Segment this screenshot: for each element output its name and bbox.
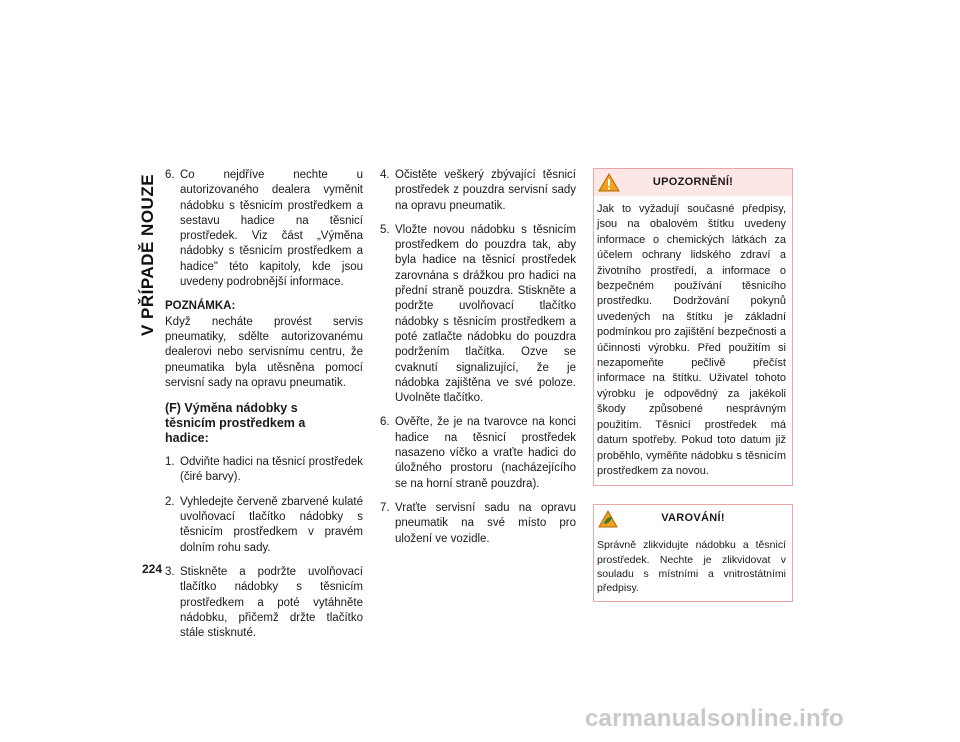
step-3 bbox=[165, 565, 363, 641]
environment-icon bbox=[598, 510, 618, 528]
caution-text: Jak to vyžadují současné předpisy, jsou na obalovém štítku uvedeny informace o chemických látkách za účelem ochrany lidského zdraví a životního prostředí, a informace o bezpečném používání těsnicího prostředku. Dodržování pokynů uvedených na štítku je základní podmínkou pro zajištění bezpečnosti a účinnosti výrobku. Před použitím si nezapomeňte pečlivě přečíst informace na štítku. Uživatel tohoto výrobku je odpovědný za jakékoli škody způsobené nesprávným použitím. Těsnicí prostředek má datum spotřeby. Pokud toto datum již proběhlo, vyměňte nádobku s těsnicím prostředkem za novou. bbox=[597, 203, 786, 477]
note-block bbox=[165, 299, 363, 391]
caution-box bbox=[593, 168, 793, 486]
caution-header bbox=[594, 169, 792, 196]
warning-triangle-icon bbox=[598, 173, 620, 192]
column-3 bbox=[593, 168, 793, 620]
step-text: Co nejdříve nechte u autorizovaného dealera vyměnit nádobku s těsnicím prostředkem a sestavu hadice na těsnicí prostředek. Viz část „Výměna nádobky s těsnicím prostředkem a hadice" této kapitoly, kde jsou uvedeny podrobnější informace. bbox=[180, 169, 363, 289]
step-6b bbox=[380, 415, 576, 491]
warning-text: Správně zlikvidujte nádobku a těsnicí prostředek. Nechte je zlikvidovat v souladu s místními a vnitrostátními předpisy. bbox=[597, 539, 786, 594]
step-text: Vyhledejte červeně zbarvené kulaté uvolňovací tlačítko nádobky s těsnicím prostředkem v pravém dolním rohu sady. bbox=[180, 495, 363, 554]
step-text: Vložte novou nádobku s těsnicím prostředkem do pouzdra tak, aby byla hadice na těsnicí prostředek zarovnána s drážkou pro hadici na přední straně pouzdra. Stiskněte a podržte uvolňovací tlačítko nádobky s těsnicím prostředkem a poté zatlačte nádobku do pouzdra podržením tlačítka. Ozve se cvaknutí signalizující, že je nádobka zajištěna ve své poloze. Uvolněte tlačítko. bbox=[395, 223, 576, 405]
warning-title: VAROVÁNÍ! bbox=[661, 512, 725, 525]
chapter-title-text: V PŘÍPADĚ NOUZE bbox=[138, 173, 157, 337]
replacement-steps-continued bbox=[380, 168, 576, 547]
step-number: 6. bbox=[380, 416, 390, 429]
chapter-side-title bbox=[135, 170, 161, 340]
step-text: Očistěte veškerý zbývající těsnicí prostředek z pouzdra servisní sady na opravu pneumatik. bbox=[395, 169, 576, 212]
warning-box bbox=[593, 504, 793, 602]
column-1 bbox=[165, 168, 363, 650]
step-text: Odviňte hadici na těsnicí prostředek (čiré barvy). bbox=[180, 456, 363, 484]
step-2 bbox=[165, 495, 363, 556]
step-text: Vraťte servisní sadu na opravu pneumatik na své místo pro uložení ve vozidle. bbox=[395, 501, 576, 545]
page-number: 224 bbox=[142, 562, 163, 576]
column-2 bbox=[380, 168, 576, 556]
step-list-start bbox=[165, 168, 363, 290]
step-number: 3. bbox=[165, 565, 175, 578]
step-number: 4. bbox=[380, 169, 390, 181]
step-number: 7. bbox=[380, 501, 390, 514]
note-text: Když necháte provést servis pneumatiky, sdělte autorizovanému dealerovi nebo servisnímu centru, že pneumatika byla utěsněna pomocí servisní sady na opravu pneumatik. bbox=[165, 315, 363, 389]
step-5 bbox=[380, 223, 576, 407]
step-4 bbox=[380, 168, 576, 214]
step-number: 5. bbox=[380, 223, 390, 236]
caution-title: UPOZORNĚNÍ! bbox=[652, 175, 734, 188]
replacement-steps bbox=[165, 455, 363, 641]
section-heading: (F) Výměna nádobky s těsnicím prostředkem a hadice: bbox=[165, 401, 306, 446]
step-number: 6. bbox=[165, 169, 175, 181]
step-text: Stiskněte a podržte uvolňovací tlačítko nádobky s těsnicím prostředkem a poté vytáhněte nádobku, přičemž držte tlačítko stále stisknuté. bbox=[180, 565, 363, 640]
step-number: 1. bbox=[165, 456, 175, 469]
step-7 bbox=[380, 501, 576, 547]
step-1 bbox=[165, 455, 363, 486]
note-title: POZNÁMKA: bbox=[165, 300, 236, 313]
warning-header bbox=[594, 505, 792, 532]
step-text: Ověřte, že je na tvarovce na konci hadice na těsnicí prostředek nasazeno víčko a vraťte hadici do úložného prostoru (nacházejícího se na horní straně pouzdra). bbox=[395, 416, 576, 490]
caution-body bbox=[594, 196, 792, 485]
step-6 bbox=[165, 168, 363, 290]
warning-body bbox=[594, 532, 792, 601]
step-number: 2. bbox=[165, 495, 175, 508]
watermark-logo: carmanualsonline.info bbox=[585, 705, 844, 732]
